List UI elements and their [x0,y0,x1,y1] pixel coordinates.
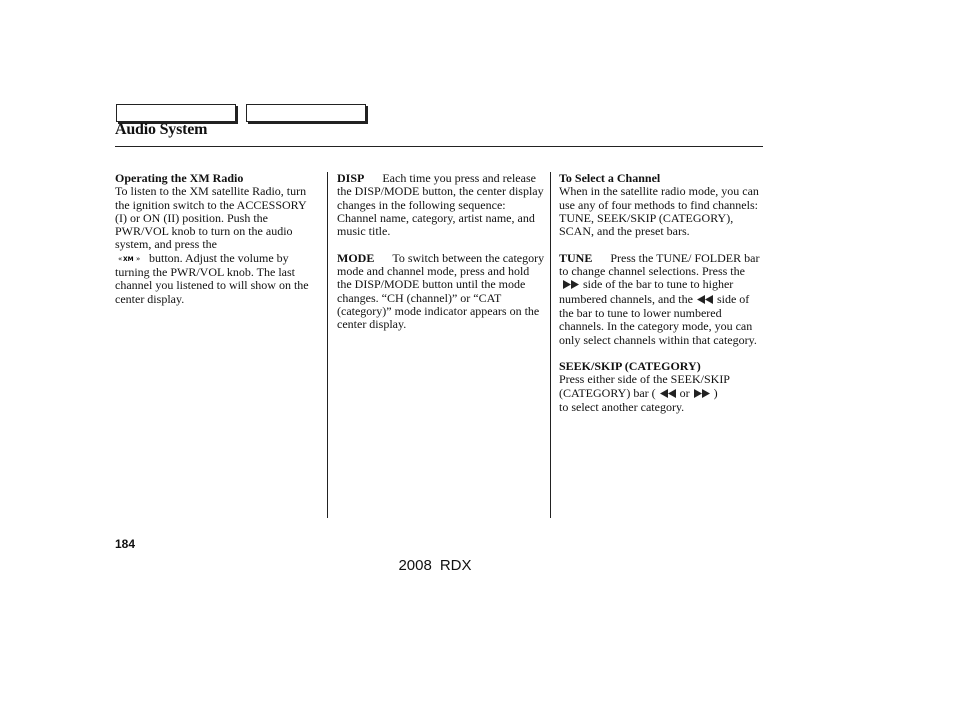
svg-text:»: » [136,254,141,263]
nav-button-contents[interactable] [116,104,236,122]
text: or [679,385,690,400]
model-year: 2008 [398,557,432,574]
page-number: 184 [115,537,136,551]
label-seek-skip: SEEK/SKIP (CATEGORY) [559,359,701,374]
text: button. Adjust the volume by turning the PWR/VOL knob. The last channel you listened to will show on the center display. [115,250,309,306]
model-name: RDX [439,557,472,574]
paragraph [559,252,763,347]
svg-text:«: « [118,254,123,263]
nav-button-index[interactable] [246,104,366,122]
page-title: Audio System [115,121,208,138]
paragraph [337,172,545,238]
label-mode: MODE [337,250,375,265]
title-rule [115,146,763,147]
column-divider [327,172,328,518]
text: To switch between the category mode and channel mode, press and hold the DISP/MODE button until the mode changes. “CH (channel)” or “CAT (category)” mode indicator appears on the center display. [337,250,545,332]
xm-icon [118,253,146,266]
rewind-icon [659,388,677,401]
svg-text:XM: XM [123,255,134,263]
text: Press either side of the SEEK/SKIP (CATEGORY) bar ( [559,372,730,400]
text: side of the bar to tune to lower numbered channels. In the category mode, you can only select channels within that category. [559,291,757,347]
column-xm-radio [115,172,320,306]
label-disp: DISP [337,171,365,185]
section-heading: Operating the XM Radio [115,171,244,185]
fast-forward-icon [562,279,580,292]
text: Each time you press and release the DISP/MODE button, the center display changes in the following sequence: Channel name, category, artist name, and music title. [337,171,544,239]
section-heading: To Select a Channel [559,171,661,185]
paragraph [559,373,763,414]
paragraph: When in the satellite radio mode, you can use any of four methods to find channels: TUNE, SEEK/SKIP (CATEGORY), SCAN, and the preset bars. [559,184,759,239]
column-divider [550,172,551,518]
text: side of the bar to tune to higher numbered channels, and the [559,277,734,306]
column-disp-mode [337,172,545,345]
text: ) [713,385,718,400]
column-select-channel [559,172,763,414]
label-tune: TUNE [559,250,593,265]
text: to select another category. [559,400,685,415]
paragraph [337,252,545,332]
fast-forward-icon [693,388,711,401]
text: Press the TUNE/ FOLDER bar to change channel selections. Press the [559,250,760,279]
footer-model [0,557,870,574]
text: To listen to the XM satellite Radio, turn the ignition switch to the ACCESSORY (I) or ON (II) position. Push the PWR/VOL knob to turn on the audio system, and press the [115,184,307,252]
paragraph [115,185,320,306]
rewind-icon [696,294,714,307]
